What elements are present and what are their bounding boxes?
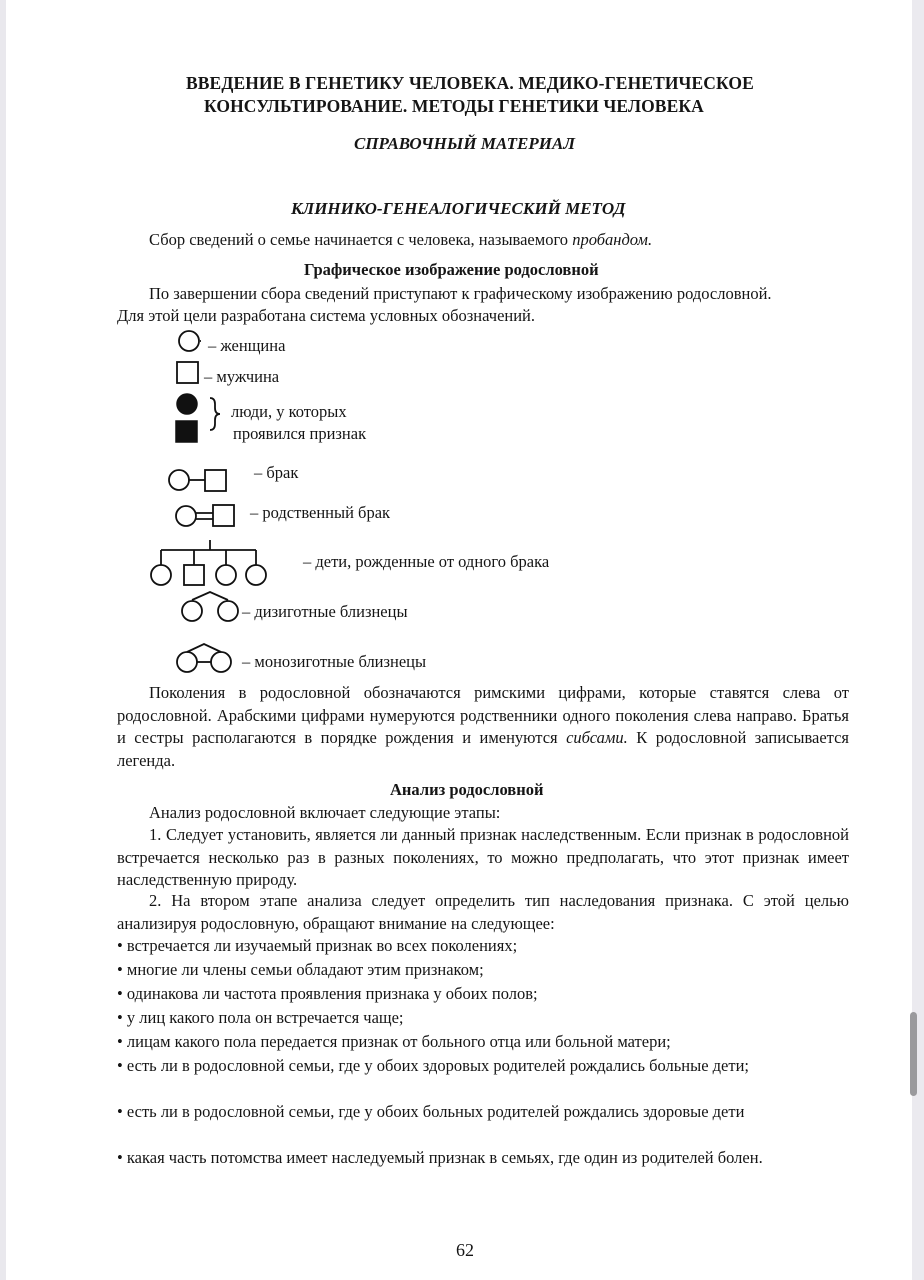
- generations-tail: К родословной записывается легенда.: [117, 728, 849, 770]
- intro-italic-term: пробандом.: [572, 230, 653, 249]
- generations-text: Поколения в родословной обозначаются римскими цифрами, которые ставятся слева от родословной. Арабскими цифрами нумеруются родственники одного поколения слева направо. Братья и сестры располагаются в порядке рождения и именуются: [117, 683, 849, 747]
- children-sibship-icon: [151, 540, 266, 585]
- bullet-item: • лицам какого пола передается признак от больного отца или больной матери;: [117, 1032, 671, 1051]
- title-line-2: КОНСУЛЬТИРОВАНИЕ. МЕТОДЫ ГЕНЕТИКИ ЧЕЛОВЕКА: [204, 96, 704, 116]
- subtitle: СПРАВОЧНЫЙ МАТЕРИАЛ: [354, 134, 575, 153]
- section-title: КЛИНИКО-ГЕНЕАЛОГИЧЕСКИЙ МЕТОД: [291, 199, 626, 218]
- graphic-para-line-2: Для этой цели разработана система условных обозначений.: [117, 306, 536, 325]
- step-1-paragraph: 1. Следует установить, является ли данный признак наследственным. Если признак в родословной встречается несколько раз в разных поколениях, то можно предполагать, что этот признак имеет наследственную природу.: [117, 825, 849, 889]
- generations-paragraph: [117, 682, 849, 772]
- bullet-item: • есть ли в родословной семьи, где у обоих здоровых родителей рождались больные дети;: [117, 1056, 749, 1075]
- legend-affected-line-2: проявился признак: [233, 424, 367, 443]
- sibs-term: сибсами.: [566, 728, 628, 747]
- brace-icon: [210, 398, 220, 430]
- analysis-heading: Анализ родословной: [390, 780, 544, 799]
- title-line-1: ВВЕДЕНИЕ В ГЕНЕТИКУ ЧЕЛОВЕКА. МЕДИКО-ГЕНЕТИЧЕСКОЕ: [186, 73, 754, 93]
- man-square-icon: [177, 362, 198, 383]
- bullet-item: • у лиц какого пола он встречается чаще;: [117, 1008, 404, 1027]
- analysis-intro: Анализ родословной включает следующие этапы:: [149, 803, 501, 822]
- step-2-paragraph: 2. На втором этапе анализа следует определить тип наследования признака. С этой целью анализируя родословную, обращают внимание на следующее:: [117, 891, 849, 933]
- graphic-heading: Графическое изображение родословной: [304, 260, 599, 279]
- legend-affected-line-1: люди, у которых: [231, 402, 347, 421]
- marriage-icon: [169, 470, 226, 491]
- pedigree-symbols: [6, 0, 912, 700]
- bullet-item: • многие ли члены семьи обладают этим признаком;: [117, 960, 484, 979]
- document-page: [6, 0, 912, 1280]
- legend-consanguineous-label: – родственный брак: [250, 503, 391, 522]
- legend-marriage-label: – брак: [254, 463, 299, 482]
- woman-circle-icon: [179, 331, 201, 351]
- legend-man-label: – мужчина: [204, 367, 280, 386]
- legend-woman-label: – женщина: [208, 336, 286, 355]
- monozygotic-twins-icon: [177, 644, 231, 672]
- affected-woman-icon: [177, 394, 197, 414]
- dizygotic-twins-icon: [182, 592, 238, 621]
- graphic-para-line-1: По завершении сбора сведений приступают к графическому изображению родословной.: [149, 284, 772, 303]
- affected-man-icon: [176, 421, 197, 442]
- bullet-item: • встречается ли изучаемый признак во всех поколениях;: [117, 936, 518, 955]
- legend-dizygotic-label: – дизиготные близнецы: [242, 602, 408, 621]
- intro-text: Сбор сведений о семье начинается с человека, называемого: [149, 230, 573, 249]
- bullet-item: • есть ли в родословной семьи, где у обоих больных родителей рождались здоровые дети: [117, 1102, 745, 1121]
- consanguineous-marriage-icon: [176, 505, 234, 526]
- bullet-item: • одинакова ли частота проявления признака у обоих полов;: [117, 984, 538, 1003]
- page-number: 62: [456, 1240, 474, 1260]
- legend-monozygotic-label: – монозиготные близнецы: [242, 652, 427, 671]
- legend-children-label: – дети, рожденные от одного брака: [303, 552, 550, 571]
- scrollbar-thumb[interactable]: [910, 1012, 917, 1096]
- bullet-item: • какая часть потомства имеет наследуемый признак в семьях, где один из родителей болен.: [117, 1148, 763, 1167]
